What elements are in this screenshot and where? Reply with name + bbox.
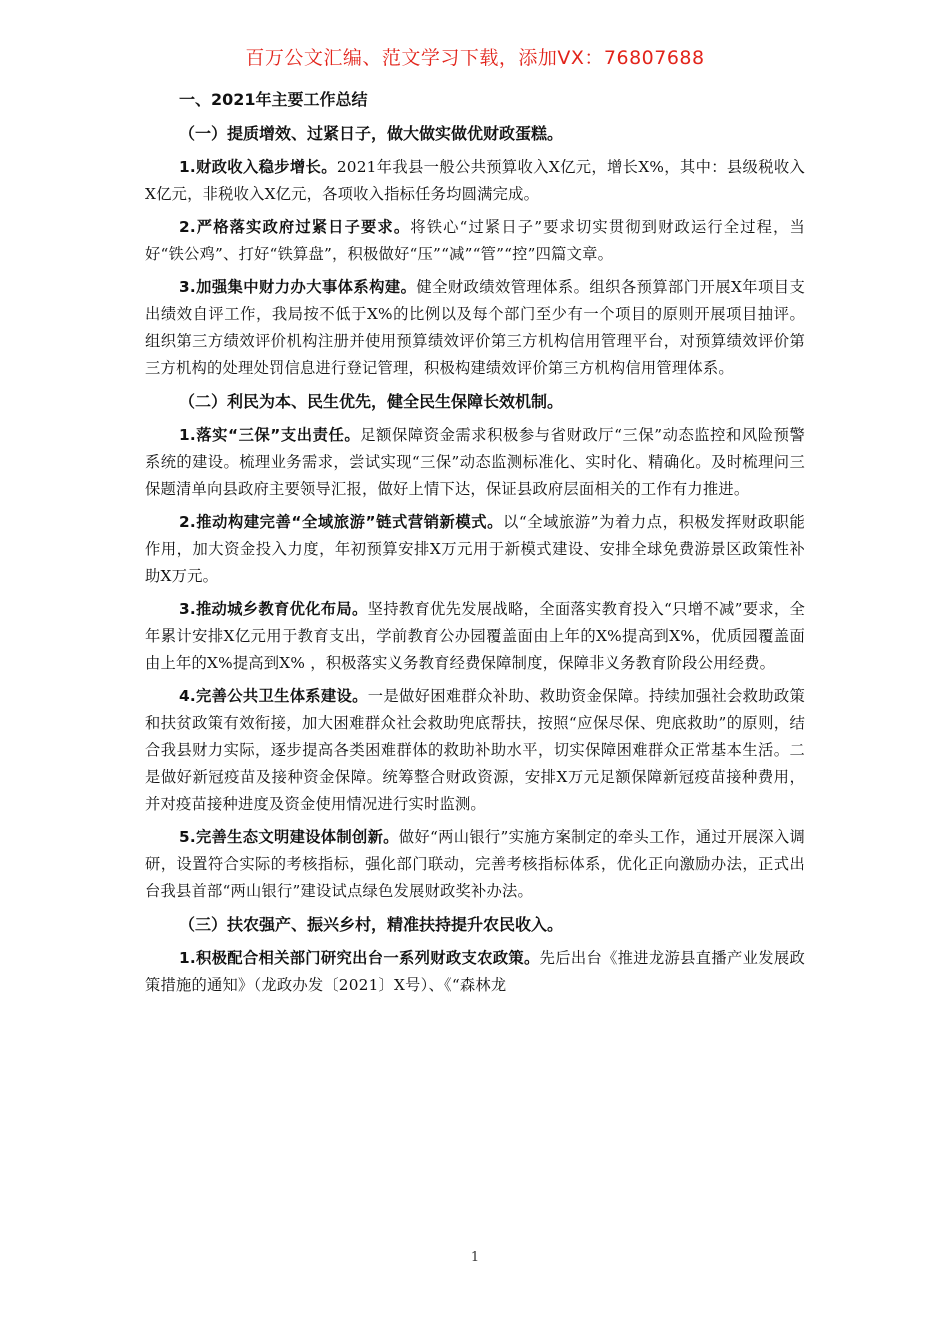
page-number: 1 bbox=[470, 1250, 480, 1265]
section-heading-3: （三）扶农强产、振兴乡村，精准扶持提升农民收入。 bbox=[179, 915, 564, 934]
paragraph-lead: 3.加强集中财力办大事体系构建。 bbox=[179, 278, 417, 296]
paragraph-text: 做好“两山银行”实施方案制定的牵头工作，通过开展深入调研，设置符合实际的考核指标，强化部门联动，完善考核指标体系，优化正向激励办法，正式出台我县首部“两山银行”建设试点绿色发展财政奖补办法。 bbox=[145, 828, 805, 900]
paragraph-lead: 1.积极配合相关部门研究出台一系列财政支农政策。 bbox=[179, 949, 540, 967]
paragraph-lead: 3.推动城乡教育优化布局。 bbox=[179, 600, 368, 618]
paragraph-lead: 2.推动构建完善“全域旅游”链式营销新模式。 bbox=[179, 513, 504, 531]
section-heading-1: （一）提质增效、过紧日子，做大做实做优财政蛋糕。 bbox=[179, 124, 564, 143]
paragraph bbox=[145, 154, 805, 208]
paragraph-text: 一是做好困难群众补助、救助资金保障。持续加强社会救助政策和扶贫政策有效衔接，加大困难群众社会救助兜底帮扶，按照“应保尽保、兜底救助”的原则，结合我县财力实际，逐步提高各类困难群体的救助补助水平，切实保障困难群众正常基本生活。二是做好新冠疫苗及接种资金保障。统筹整合财政资源，安排X万元足额保障新冠疫苗接种费用，并对疫苗接种进度及资金使用情况进行实时监测。 bbox=[145, 687, 805, 813]
paragraph bbox=[145, 509, 805, 590]
paragraph bbox=[145, 214, 805, 268]
paragraph-text: 以“全域旅游”为着力点，积极发挥财政职能作用，加大资金投入力度，年初预算安排X万元用于新模式建设、安排全球免费游景区政策性补助X万元。 bbox=[145, 513, 805, 585]
paragraph bbox=[145, 422, 805, 503]
paragraph-text: 先后出台《推进龙游县直播产业发展政策措施的通知》（龙政办发〔2021〕X号）、《“森林龙 bbox=[145, 949, 805, 994]
paragraph bbox=[145, 274, 805, 382]
paragraph-lead: 1.财政收入稳步增长。 bbox=[179, 158, 337, 176]
paragraph-text: 足额保障资金需求积极参与省财政厅“三保”动态监控和风险预警系统的建设。梳理业务需求，尝试实现“三保”动态监测标准化、实时化、精确化。及时梳理问三保题清单向县政府主要领导汇报，做好上情下达，保证县政府层面相关的工作有力推进。 bbox=[145, 426, 805, 498]
paragraph-text: 健全财政绩效管理体系。组织各预算部门开展X年项目支出绩效自评工作，我局按不低于X%的比例以及每个部门至少有一个项目的原则开展项目抽评。组织第三方绩效评价机构注册并使用预算绩效评价第三方机构信用管理平台，对预算绩效评价第三方机构的处理处罚信息进行登记管理，积极构建绩效评价第三方机构信用管理体系。 bbox=[145, 278, 805, 377]
paragraph bbox=[145, 945, 805, 999]
main-heading: 一、2021年主要工作总结 bbox=[179, 90, 368, 109]
paragraph-text: 2021年我县一般公共预算收入X亿元，增长X%，其中：县级税收入X亿元，非税收入X亿元，各项收入指标任务均圆满完成。 bbox=[145, 158, 805, 203]
section-heading-2: （二）利民为本、民生优先，健全民生保障长效机制。 bbox=[179, 392, 564, 411]
paragraph-lead: 5.完善生态文明建设体制创新。 bbox=[179, 828, 399, 846]
paragraph bbox=[145, 596, 805, 677]
document-body bbox=[145, 86, 805, 1005]
paragraph bbox=[145, 824, 805, 905]
paragraph-text: 将铁心“过紧日子”要求切实贯彻到财政运行全过程，当好“铁公鸡”、打好“铁算盘”，积极做好“压”“减”“管”“控”四篇文章。 bbox=[145, 218, 805, 263]
paragraph-lead: 2.严格落实政府过紧日子要求。 bbox=[179, 218, 411, 236]
paragraph-lead: 1.落实“三保”支出责任。 bbox=[179, 426, 361, 444]
paragraph bbox=[145, 683, 805, 818]
watermark-banner: 百万公文汇编、范文学习下载，添加VX：76807688 bbox=[245, 47, 705, 69]
paragraph-text: 坚持教育优先发展战略，全面落实教育投入“只增不减”要求，全年累计安排X亿元用于教育支出，学前教育公办园覆盖面由上年的X%提高到X%，优质园覆盖面由上年的X%提高到X% ，积极落实义务教育经费保障制度，保障非义务教育阶段公用经费。 bbox=[145, 600, 805, 672]
paragraph-lead: 4.完善公共卫生体系建设。 bbox=[179, 687, 368, 705]
